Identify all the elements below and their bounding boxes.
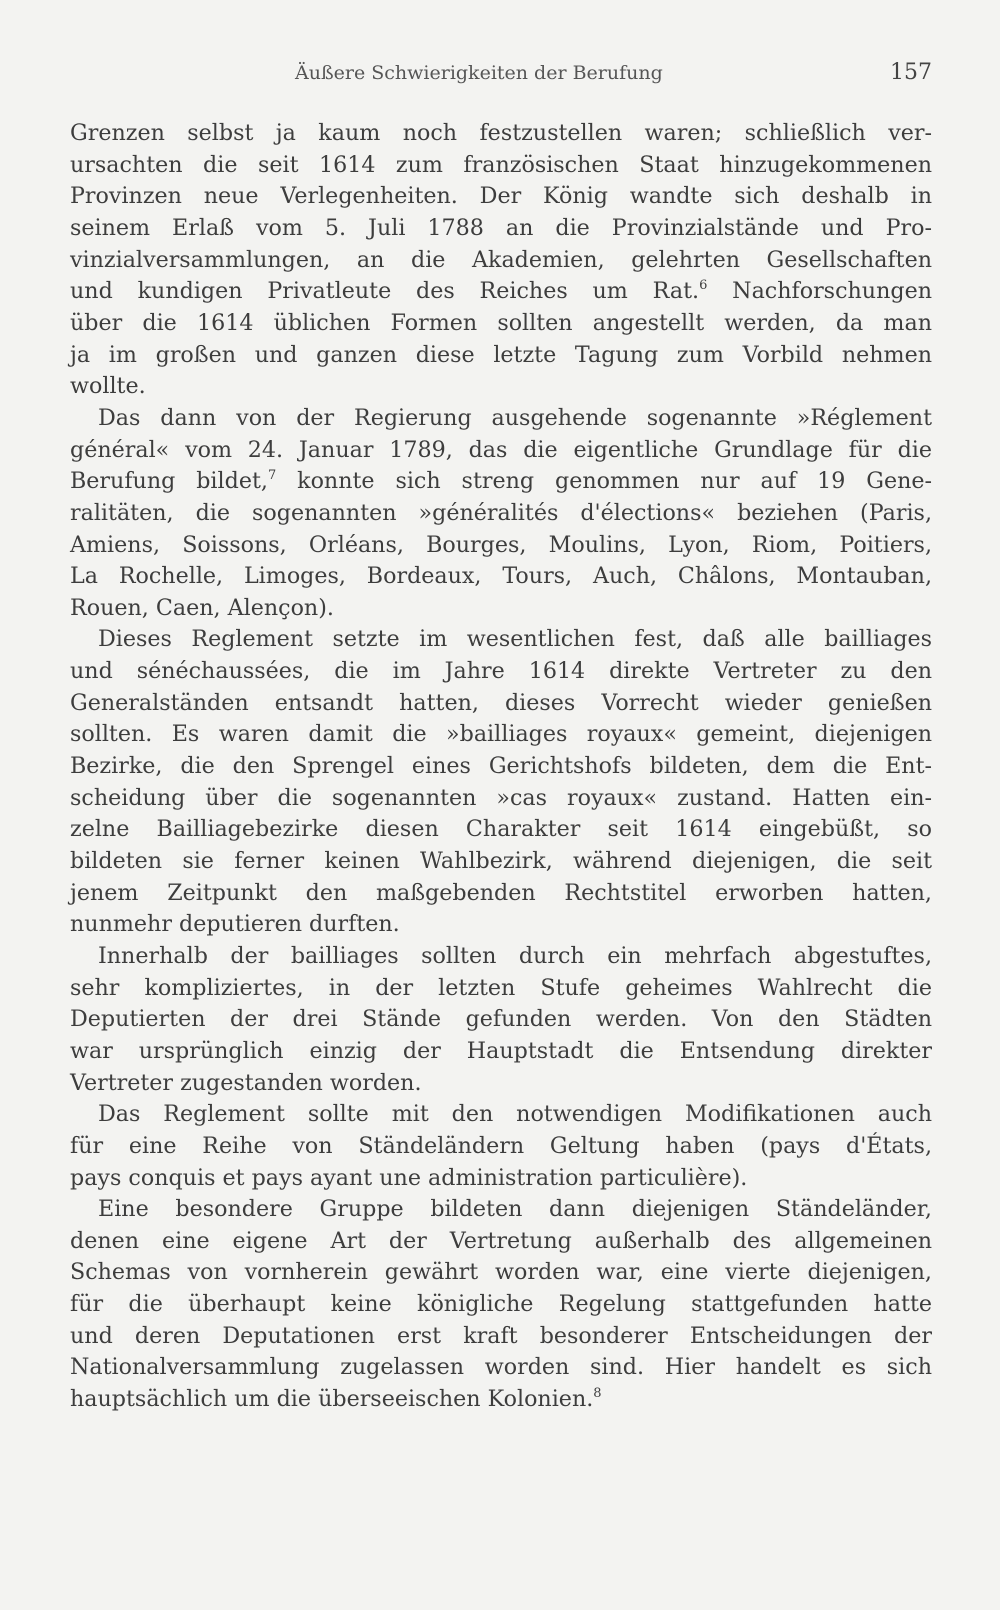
text-line — [98, 940, 932, 972]
text-line — [70, 212, 932, 244]
line-text: La Rochelle, Limoges, Bordeaux, Tours, Auch, Châlons, Montauban, — [70, 563, 932, 590]
text-line — [98, 623, 932, 655]
line-text: ursachten die seit 1614 zum französischen Staat hinzugekommenen — [70, 151, 932, 178]
line-text: Berufung bildet, — [70, 468, 268, 495]
line-text: und sénéchaussées, die im Jahre 1614 direkte Vertreter zu den — [70, 658, 932, 684]
line-text: Generalständen entsandt hatten, dieses Vorrecht wieder genießen — [70, 689, 932, 716]
line-text: Innerhalb der bailliages sollten durch ein mehrfach abgestuftes, — [98, 942, 932, 969]
text-line — [70, 529, 932, 561]
text-line — [70, 687, 932, 719]
line-text: wollte. — [70, 373, 146, 400]
line-text: für die überhaupt keine königliche Regelung stattgefunden hatte — [70, 1291, 932, 1317]
footnote-marker: 7 — [267, 468, 277, 484]
text-line — [70, 370, 932, 402]
text-line — [70, 244, 932, 276]
text-line — [98, 402, 932, 434]
text-line — [70, 1035, 932, 1067]
text-line — [70, 465, 932, 497]
line-text: Eine besondere Gruppe bildeten dann diejenigen Ständeländer, — [98, 1196, 932, 1223]
line-text: scheidung über die sogenannten »cas royaux« zustand. Hatten ein- — [70, 784, 932, 811]
line-text: nunmehr deputieren durften. — [70, 911, 400, 938]
line-text: Amiens, Soissons, Orléans, Bourges, Moulins, Lyon, Riom, Poitiers, — [70, 531, 932, 558]
footnote-marker: 8 — [593, 1386, 602, 1401]
running-head — [70, 62, 932, 92]
line-text-continuation: Nachforschungen — [707, 278, 932, 305]
text-line — [70, 275, 932, 307]
text-line — [70, 1320, 932, 1352]
text-line — [70, 1003, 932, 1035]
text-line — [70, 782, 932, 814]
text-line — [70, 307, 932, 339]
text-line — [70, 560, 932, 592]
line-text: ja im großen und ganzen diese letzte Tagung zum Vorbild nehmen — [70, 341, 932, 368]
line-text: pays conquis et pays ayant une administration particulière). — [70, 1164, 748, 1191]
line-text: für eine Reihe von Ständeländern Geltung haben (pays d'États, — [70, 1132, 932, 1159]
text-line — [98, 1098, 932, 1130]
line-text: hauptsächlich um die überseeischen Kolonien. — [70, 1386, 594, 1412]
running-title: Äußere Schwierigkeiten der Berufung — [295, 62, 663, 84]
text-line — [70, 908, 932, 940]
line-text: Dieses Reglement setzte im wesentlichen fest, daß alle bailliages — [98, 626, 932, 653]
text-line — [70, 434, 932, 466]
text-line — [70, 750, 932, 782]
line-text: vinzialversammlungen, an die Akademien, gelehrten Gesellschaften — [70, 246, 932, 273]
text-line — [70, 1067, 932, 1099]
line-text: und kundigen Privatleute des Reiches um Rat. — [70, 278, 700, 305]
text-line — [98, 1193, 932, 1225]
text-line — [70, 592, 932, 624]
text-line — [70, 1225, 932, 1257]
line-text: Nationalversammlung zugelassen worden sind. Hier handelt es sich — [70, 1354, 932, 1381]
text-line — [70, 1288, 932, 1320]
text-line — [70, 1351, 932, 1383]
line-text: bildeten sie ferner keinen Wahlbezirk, während diejenigen, die seit — [70, 847, 932, 874]
line-text: seinem Erlaß vom 5. Juli 1788 an die Provinzialstände und Pro- — [70, 214, 932, 241]
line-text: Grenzen selbst ja kaum noch festzustellen waren; schließlich ver- — [70, 120, 932, 146]
line-text: Bezirke, die den Sprengel eines Gerichtshofs bildeten, dem die Ent- — [70, 753, 932, 779]
line-text: zelne Bailliagebezirke diesen Charakter seit 1614 eingebüßt, so — [70, 816, 932, 843]
line-text: Provinzen neue Verlegenheiten. Der König wandte sich deshalb in — [70, 183, 932, 210]
text-line — [70, 117, 932, 149]
text-line — [70, 180, 932, 212]
line-text: sollten. Es waren damit die »bailliages royaux« gemeint, diejenigen — [70, 721, 932, 748]
text-line — [70, 339, 932, 371]
line-text: Deputierten der drei Stände gefunden werden. Von den Städten — [70, 1006, 932, 1033]
line-text: ralitäten, die sogenannten »généralités d'élections« beziehen (Paris, — [70, 499, 932, 526]
text-line — [70, 877, 932, 909]
line-text: Das Reglement sollte mit den notwendigen Modifikationen auch — [98, 1101, 932, 1128]
line-text: Vertreter zugestanden worden. — [70, 1069, 422, 1096]
text-line — [70, 1256, 932, 1288]
line-text: Schemas von vornherein gewährt worden war, eine vierte diejenigen, — [70, 1259, 932, 1286]
line-text: sehr kompliziertes, in der letzten Stufe geheimes Wahlrecht die — [70, 974, 932, 1001]
text-line — [70, 845, 932, 877]
line-text: war ursprünglich einzig der Hauptstadt die Entsendung direkter — [70, 1037, 932, 1064]
text-line — [70, 972, 932, 1004]
line-text: général« vom 24. Januar 1789, das die eigentliche Grundlage für die — [70, 436, 932, 463]
text-line — [70, 718, 932, 750]
line-text: über die 1614 üblichen Formen sollten angestellt werden, da man — [70, 309, 932, 336]
line-text: und deren Deputationen erst kraft besonderer Entscheidungen der — [70, 1322, 932, 1349]
text-line — [70, 149, 932, 181]
line-text: jenem Zeitpunkt den maßgebenden Rechtstitel erworben hatten, — [70, 879, 932, 906]
text-line — [70, 1130, 932, 1162]
text-line — [70, 1162, 932, 1194]
line-text: Das dann von der Regierung ausgehende sogenannte »Réglement — [98, 404, 932, 431]
text-line — [70, 497, 932, 529]
text-line — [70, 813, 932, 845]
footnote-marker: 6 — [699, 278, 708, 294]
page-number: 157 — [890, 60, 932, 85]
line-text-continuation: konnte sich streng genommen nur auf 19 Gene- — [276, 468, 933, 495]
line-text: Rouen, Caen, Alençon). — [70, 594, 334, 621]
text-line — [70, 1383, 932, 1415]
line-text: denen eine eigene Art der Vertretung außerhalb des allgemeinen — [70, 1227, 932, 1254]
text-line — [70, 655, 932, 687]
